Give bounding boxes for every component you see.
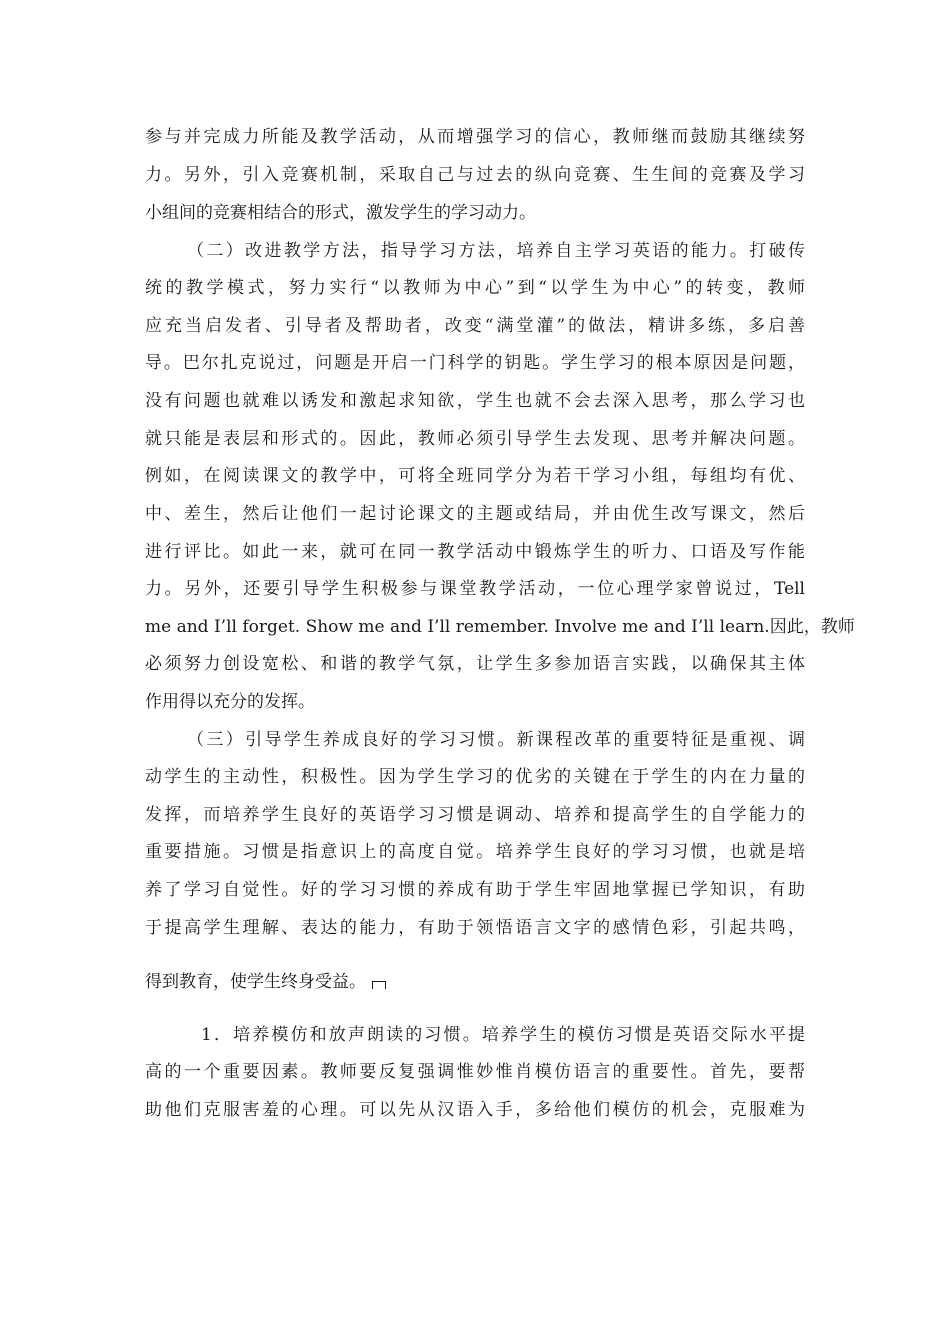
text-line: 应充当启发者、引导者及帮助者，改变“满堂灌”的做法，精讲多练，多启善	[145, 316, 805, 336]
text-line	[145, 971, 805, 993]
paragraph-mark-icon	[372, 981, 386, 989]
text-line: 例如，在阅读课文的教学中，可将全班同学分为若干学习小组，每组均有优、	[145, 466, 805, 486]
text-line: 力。另外，还要引导学生积极参与课堂教学活动，一位心理学家曾说过，Tell	[145, 579, 805, 599]
text-line: me and I’ll forget. Show me and I’ll remember. Involve me and I’ll learn.因此，教师	[145, 617, 855, 637]
paragraph-start-line: 1．培养模仿和放声朗读的习惯。培养学生的模仿习惯是英语交际水平提	[201, 1025, 805, 1045]
text-line: 小组间的竞赛相结合的形式，激发学生的学习动力。	[145, 203, 536, 223]
text-line: 助他们克服害羞的心理。可以先从汉语入手，多给他们模仿的机会，克服难为	[145, 1100, 805, 1120]
text-line: 重要措施。习惯是指意识上的高度自觉。培养学生良好的学习习惯，也就是培	[145, 842, 805, 862]
paragraph-start-line: （三）引导学生养成良好的学习习惯。新课程改革的重要特征是重视、调	[187, 730, 805, 750]
text-line-content: 得到教育，使学生终身受益。	[145, 972, 366, 992]
paragraph-start-line: （二）改进教学方法，指导学习方法，培养自主学习英语的能力。打破传	[187, 241, 805, 261]
text-line: 统的教学模式，努力实行“以教师为中心”到“以学生为中心”的转变，教师	[145, 278, 805, 298]
text-line: 动学生的主动性，积极性。因为学生学习的优劣的关键在于学生的内在力量的	[145, 767, 805, 787]
text-line: 于提高学生理解、表达的能力，有助于领悟语言文字的感情色彩，引起共鸣，	[145, 918, 805, 938]
text-line: 养了学习自觉性。好的学习习惯的养成有助于学生牢固地掌握已学知识，有助	[145, 880, 805, 900]
text-line: 力。另外，引入竞赛机制，采取自己与过去的纵向竞赛、生生间的竞赛及学习	[145, 165, 805, 185]
text-line: 参与并完成力所能及教学活动，从而增强学习的信心，教师继而鼓励其继续努	[145, 127, 805, 147]
text-line: 没有问题也就难以诱发和激起求知欲，学生也就不会去深入思考，那么学习也	[145, 391, 805, 411]
text-line: 高的一个重要因素。教师要反复强调惟妙惟肖模仿语言的重要性。首先，要帮	[145, 1062, 805, 1082]
text-line: 作用得以充分的发挥。	[145, 692, 315, 712]
text-line: 进行评比。如此一来，就可在同一教学活动中锻炼学生的听力、口语及写作能	[145, 542, 805, 562]
text-line: 就只能是表层和形式的。因此，教师必须引导学生去发现、思考并解决问题。	[145, 429, 805, 449]
text-line: 中、差生，然后让他们一起讨论课文的主题或结局，并由优生改写课文，然后	[145, 504, 805, 524]
text-line: 必须努力创设宽松、和谐的教学气氛，让学生多参加语言实践，以确保其主体	[145, 654, 805, 674]
text-line: 发挥，而培养学生良好的英语学习习惯是调动、培养和提高学生的自学能力的	[145, 805, 805, 825]
text-line: 导。巴尔扎克说过，问题是开启一门科学的钥匙。学生学习的根本原因是问题，	[145, 353, 805, 373]
